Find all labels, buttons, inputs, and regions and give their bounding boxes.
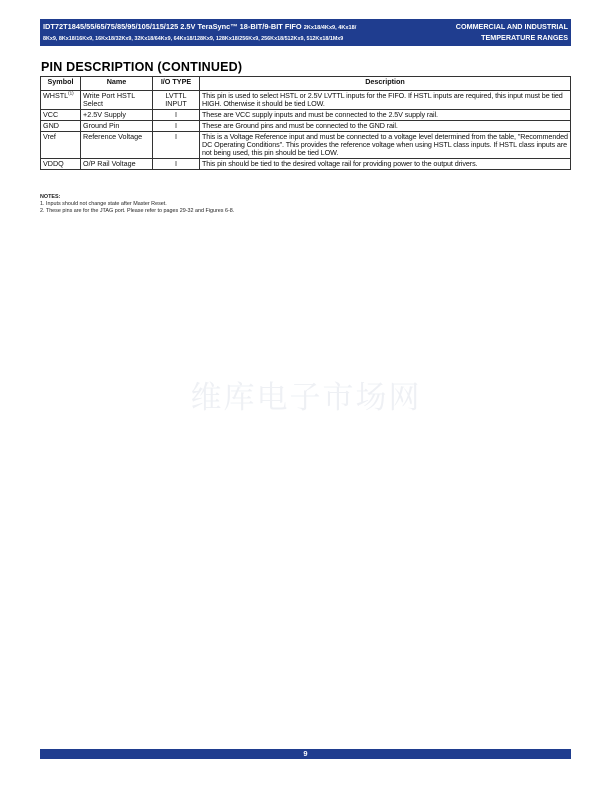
- page-footer: [40, 749, 571, 759]
- header-name: Name: [81, 77, 153, 91]
- name-cell: O/P Rail Voltage: [81, 159, 153, 170]
- header-io-type: I/O TYPE: [153, 77, 200, 91]
- header-title-small: 2Kx18/4Kx9, 4Kx18/: [303, 25, 357, 31]
- description-cell: These are Ground pins and must be connected to the GND rail.: [200, 121, 571, 132]
- io-type-cell: I: [153, 159, 200, 170]
- symbol-cell: Vref: [41, 132, 81, 159]
- io-type-cell: I: [153, 110, 200, 121]
- note-item: 1. Inputs should not change state after Master Reset.: [40, 201, 167, 207]
- watermark: 维库电子市场网: [190, 380, 422, 416]
- description-cell: This is a Voltage Reference input and must be connected to a voltage level determined from the table, "Recommended DC Operating Conditions". This provides the reference voltage when using HSTL class inputs. If HSTL class inputs are not being used, this pin should be tied LOW.: [200, 132, 571, 159]
- header-title-line2: 8Kx9, 8Kx18/16Kx9, 16Kx18/32Kx9, 32Kx18/64Kx9, 64Kx18/128Kx9, 128Kx18/256Kx9, 256Kx18/512Kx9, 512Kx18/1Mx9: [43, 36, 344, 42]
- table-row: [41, 91, 571, 110]
- name-cell: Write Port HSTL Select: [81, 91, 153, 110]
- header-right-line1: COMMERCIAL AND INDUSTRIAL: [455, 22, 568, 31]
- symbol-cell: VDDQ: [41, 159, 81, 170]
- table-row: [41, 121, 571, 132]
- pin-description-table: [40, 76, 571, 170]
- symbol-cell: [41, 91, 81, 110]
- header-right-line2: TEMPERATURE RANGES: [481, 33, 568, 42]
- table-row: [41, 132, 571, 159]
- description-cell: This pin is used to select HSTL or 2.5V LVTTL inputs for the FIFO. If HSTL inputs are required, this input must be tied HIGH. Otherwise it should be tied LOW.: [200, 91, 571, 110]
- table-row: [41, 110, 571, 121]
- header-symbol: Symbol: [41, 77, 81, 91]
- notes-block: [40, 194, 234, 215]
- symbol-footnote: (1): [68, 90, 74, 96]
- symbol-cell: VCC: [41, 110, 81, 121]
- io-type-cell: LVTTL INPUT: [153, 91, 200, 110]
- note-item: 2. These pins are for the JTAG port. Please refer to pages 29-32 and Figures 6-8.: [40, 208, 235, 214]
- description-cell: These are VCC supply inputs and must be connected to the 2.5V supply rail.: [200, 110, 571, 121]
- notes-title: NOTES:: [40, 194, 61, 200]
- table-header-row: [41, 77, 571, 91]
- table-row: [41, 159, 571, 170]
- page-header: [40, 19, 571, 46]
- header-title-main: IDT72T1845/55/65/75/85/95/105/115/125 2.5V TeraSync™ 18-BIT/9-BIT FIFO: [43, 22, 302, 31]
- header-description: Description: [200, 77, 571, 91]
- symbol-cell: GND: [41, 121, 81, 132]
- io-type-cell: I: [153, 121, 200, 132]
- name-cell: Ground Pin: [81, 121, 153, 132]
- header-title-line1: [43, 21, 433, 34]
- description-cell: This pin should be tied to the desired voltage rail for providing power to the output drivers.: [200, 159, 571, 170]
- symbol-text: WHSTL: [43, 91, 69, 100]
- name-cell: +2.5V Supply: [81, 110, 153, 121]
- section-title: PIN DESCRIPTION (CONTINUED): [41, 60, 243, 74]
- page-number: 9: [303, 749, 308, 758]
- name-cell: Reference Voltage: [81, 132, 153, 159]
- io-type-cell: I: [153, 132, 200, 159]
- header-temperature-block: [428, 21, 568, 43]
- header-title-block: [43, 21, 433, 45]
